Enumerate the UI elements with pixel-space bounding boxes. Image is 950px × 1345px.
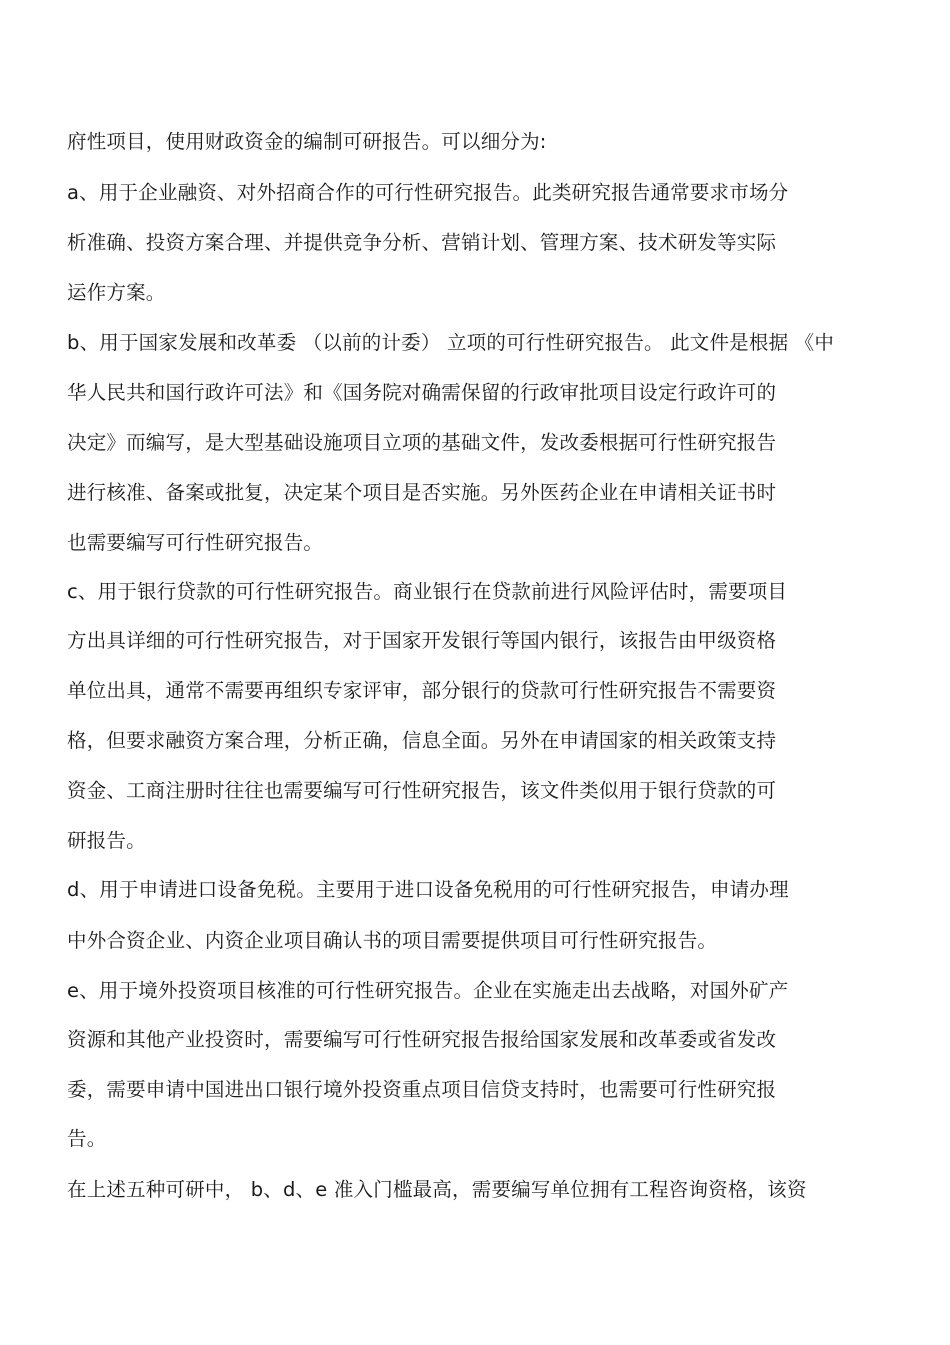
text-line: 也需要编写可行性研究报告。	[67, 531, 324, 554]
text-line: 委，需要申请中国进出口银行境外投资重点项目信贷支持时，也需要可行性研究报	[67, 1078, 777, 1101]
text-line: 资源和其他产业投资时，需要编写可行性研究报告报给国家发展和改革委或省发改	[67, 1028, 777, 1051]
text-line: a、用于企业融资、对外招商合作的可行性研究报告。此类研究报告通常要求市场分	[67, 181, 789, 204]
text-line: 决定》而编写，是大型基础设施项目立项的基础文件，发改委根据可行性研究报告	[67, 431, 777, 454]
text-line: 在上述五种可研中， b、d、e 准入门槛最高，需要编写单位拥有工程咨询资格，该资	[67, 1178, 807, 1201]
text-line: 析准确、投资方案合理、并提供竞争分析、营销计划、管理方案、技术研发等实际	[67, 231, 777, 254]
text-line: e、用于境外投资项目核准的可行性研究报告。企业在实施走出去战略，对国外矿产	[67, 979, 789, 1002]
text-line: b、用于国家发展和改革委 （以前的计委） 立项的可行性研究报告。 此文件是根据 《中	[67, 331, 835, 354]
text-line: 方出具详细的可行性研究报告，对于国家开发银行等国内银行，该报告由甲级资格	[67, 629, 777, 652]
text-line: 中外合资企业、内资企业项目确认书的项目需要提供项目可行性研究报告。	[67, 929, 718, 952]
text-line: 华人民共和国行政许可法》和《国务院对确需保留的行政审批项目设定行政许可的	[67, 381, 777, 404]
text-line: c、用于银行贷款的可行性研究报告。商业银行在贷款前进行风险评估时，需要项目	[67, 580, 788, 603]
text-line: 资金、工商注册时往往也需要编写可行性研究报告，该文件类似用于银行贷款的可	[67, 779, 777, 802]
text-line: 进行核准、备案或批复，决定某个项目是否实施。另外医药企业在申请相关证书时	[67, 481, 777, 504]
text-line: 运作方案。	[67, 281, 166, 304]
text-line: 格，但要求融资方案合理，分析正确，信息全面。另外在申请国家的相关政策支持	[67, 729, 777, 752]
text-line: 研报告。	[67, 829, 146, 852]
text-line: 单位出具，通常不需要再组织专家评审，部分银行的贷款可行性研究报告不需要资	[67, 679, 777, 702]
text-line: 府性项目，使用财政资金的编制可研报告。可以细分为:	[67, 130, 547, 153]
text-line: 告。	[67, 1127, 107, 1150]
text-line: d、用于申请进口设备免税。主要用于进口设备免税用的可行性研究报告，申请办理	[67, 878, 789, 901]
